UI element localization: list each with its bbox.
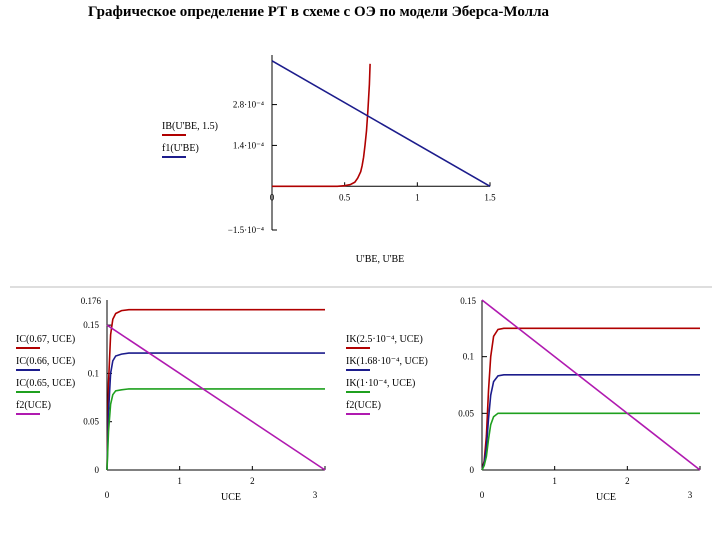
legend-entry-label: IC(0.66, UCE) (16, 356, 76, 367)
chart0-x-axis-title: U'BE, U'BE (355, 254, 405, 265)
chart2-corner-x-label: 0 (479, 490, 485, 500)
chart1-x-axis-title: UCE (221, 492, 241, 503)
chart0-xtick-label: 0.5 (339, 192, 351, 203)
chart1-xtick-label: 1 (177, 476, 182, 486)
chart1-ytick-label: 0.1 (87, 368, 99, 379)
chart2-series-3-line (482, 300, 700, 470)
chart1-series-1-line (107, 353, 325, 470)
chart1-x-end-label: 3 (312, 490, 318, 500)
chart0-series-0-line (272, 64, 370, 187)
chart2-xtick-label: 2 (625, 476, 630, 486)
legend-entry-swatch (346, 347, 370, 349)
legend-entry-swatch (16, 391, 40, 393)
chart2-x-axis-title: UCE (596, 492, 616, 503)
chart0-series-1-line (272, 61, 490, 187)
page-title: Графическое определение РТ в схеме с ОЭ по модели Эберса-Молла (88, 4, 549, 20)
chart2-series-2-line (482, 413, 700, 470)
legend-entry (346, 400, 381, 415)
legend-entry-label: f2(UCE) (346, 400, 381, 411)
legend-entry-swatch (346, 391, 370, 393)
legend-entry-swatch (346, 369, 370, 371)
legend-entry (16, 400, 51, 415)
chart1-corner-x-label: 0 (104, 490, 110, 500)
legend-entry-label: IK(1·10⁻⁴, UCE) (346, 378, 416, 389)
chart1-series-2-line (107, 389, 325, 470)
chart1-series-3-line (107, 325, 325, 470)
legend-entry (16, 334, 75, 349)
chart0-xtick-label: 1.5 (484, 192, 496, 203)
legend-entry-label: IB(U'BE, 1.5) (162, 121, 218, 132)
legend-entry-swatch (162, 134, 186, 136)
legend-entry-label: IK(2.5·10⁻⁴, UCE) (346, 334, 423, 345)
legend-entry-label: IK(1.68·10⁻⁴, UCE) (346, 356, 428, 367)
legend-entry (162, 143, 199, 158)
chart1-ytick-label: 0.05 (83, 416, 99, 427)
legend-entry-swatch (16, 413, 40, 415)
chart0-xtick-label: 0 (269, 192, 275, 203)
legend-entry-swatch (162, 156, 186, 158)
chart0-xtick-label: 1 (415, 192, 420, 203)
chart2-xtick-label: 1 (552, 476, 557, 486)
legend-entry (162, 121, 218, 136)
chart2-ytick-label: 0.05 (458, 408, 474, 419)
legend-entry-swatch (16, 369, 40, 371)
legend-entry-swatch (16, 347, 40, 349)
chart1-ytick-label: 0 (94, 465, 99, 475)
chart2-series-0-line (482, 328, 700, 470)
chart1-series-0-line (107, 310, 325, 470)
legend-entry-label: f1(U'BE) (162, 143, 199, 154)
chart2-ytick-label: 0.1 (462, 351, 474, 362)
chart2-series-1-line (482, 375, 700, 470)
legend-entry-label: IC(0.67, UCE) (16, 334, 76, 345)
chart0-ytick-label: 1.4·10⁻⁴ (232, 140, 264, 151)
chart2-x-end-label: 3 (687, 490, 693, 500)
chart0-ytick-label: −1.5·10⁻⁴ (227, 225, 264, 235)
legend-entry-label: f2(UCE) (16, 400, 51, 411)
legend-entry-swatch (346, 413, 370, 415)
legend-entry (346, 356, 428, 371)
chart2-ytick-label: 0 (469, 465, 474, 475)
chart1-xtick-label: 2 (250, 476, 255, 486)
chart0-ytick-label: 2.8·10⁻⁴ (232, 99, 264, 110)
chart2-corner-y-label: 0.15 (460, 296, 476, 306)
legend-entry (346, 378, 415, 393)
legend-entry (16, 356, 75, 371)
chart1-corner-y-label: 0.176 (80, 296, 101, 306)
chart1-ytick-label: 0.15 (83, 320, 99, 331)
legend-entry (346, 334, 423, 349)
legend-entry (16, 378, 75, 393)
legend-entry-label: IC(0.65, UCE) (16, 378, 76, 389)
